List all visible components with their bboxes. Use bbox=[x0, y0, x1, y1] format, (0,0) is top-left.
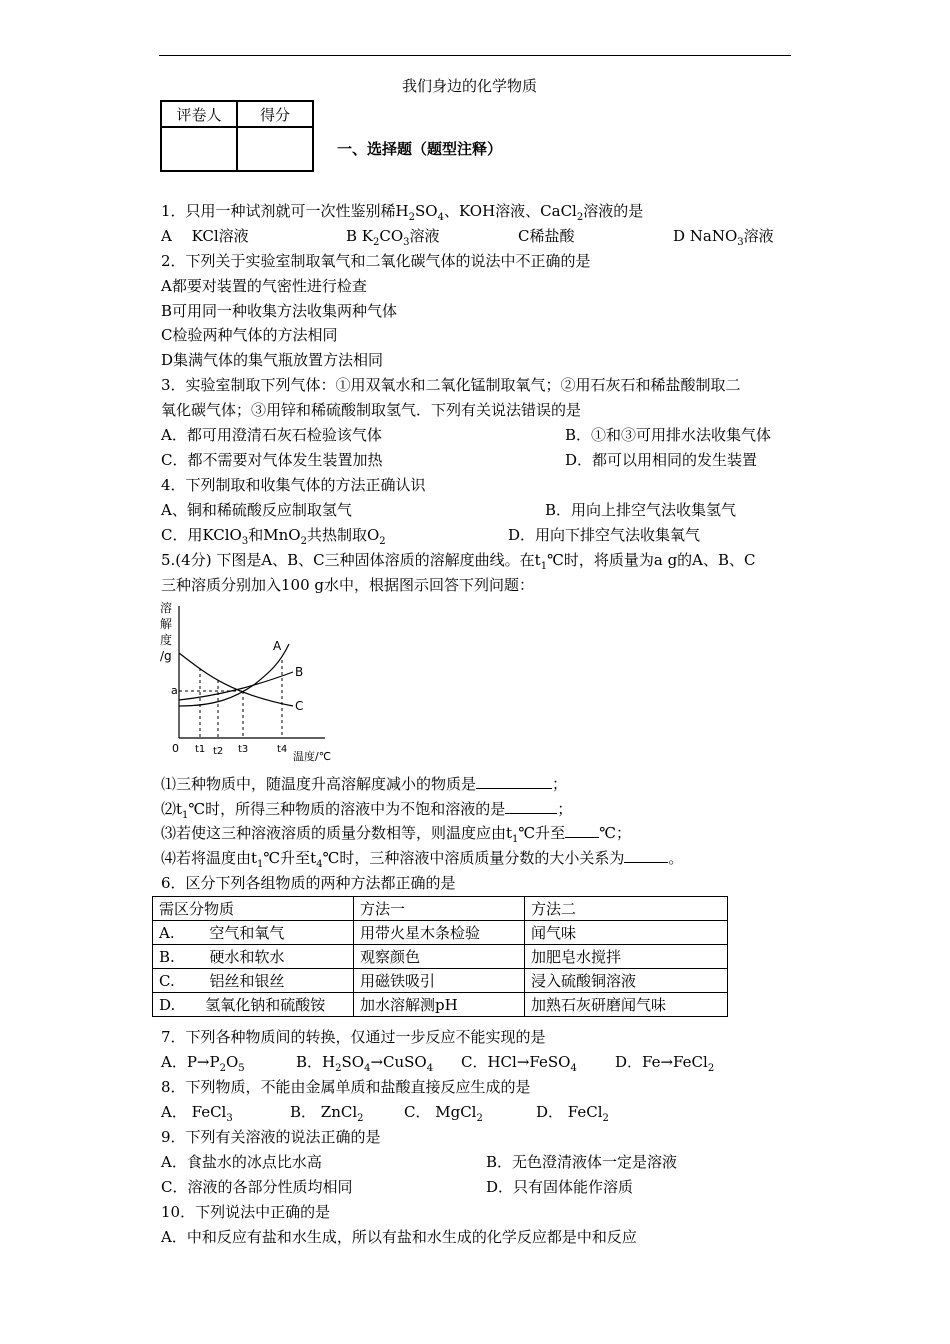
q8-option-c[interactable]: C． MgCl$_2$ bbox=[404, 1103, 483, 1124]
y-label-3: 度 bbox=[160, 633, 173, 647]
q5-sub2-blank[interactable] bbox=[505, 813, 557, 814]
table-header-row bbox=[153, 897, 728, 921]
table-cell: A. 空气和氧气 bbox=[153, 921, 354, 945]
curve-a bbox=[179, 644, 289, 706]
q4-option-b[interactable]: B．用向上排空气法收集氢气 bbox=[545, 501, 737, 519]
q8-option-a[interactable]: A． FeCl$_3$ bbox=[161, 1103, 233, 1124]
score-label: 得分 bbox=[237, 101, 313, 127]
q10-stem: 10．下列说法中正确的是 bbox=[161, 1203, 331, 1221]
table-cell: 用磁铁吸引 bbox=[354, 969, 525, 993]
tick-t2: t2 bbox=[213, 746, 224, 757]
q5-sub4: ⑷若将温度由$t_1℃$升至$t_4℃$时，三种溶液中溶质质量分数的大小关系为 。 bbox=[161, 849, 684, 870]
tick-t1: t1 bbox=[195, 744, 206, 755]
curve-a-label: A bbox=[273, 639, 282, 653]
q9-option-c[interactable]: C．溶液的各部分性质均相同 bbox=[161, 1178, 353, 1196]
q10-option-a[interactable]: A．中和反应有盐和水生成，所以有盐和水生成的化学反应都是中和反应 bbox=[161, 1228, 637, 1246]
q4-stem: 4．下列制取和收集气体的方法正确认识 bbox=[161, 476, 426, 494]
q3-option-c[interactable]: C．都不需要对气体发生装置加热 bbox=[161, 451, 383, 469]
q9-stem: 9．下列有关溶液的说法正确的是 bbox=[161, 1128, 381, 1146]
table-cell: D. 氢氧化钠和硫酸铵 bbox=[153, 993, 354, 1017]
table-cell: 浸入硫酸铜溶液 bbox=[525, 969, 728, 993]
table-header: 需区分物质 bbox=[153, 897, 354, 921]
q9-option-d[interactable]: D．只有固体能作溶质 bbox=[486, 1178, 634, 1196]
q1-stem: 1．只用一种试剂就可一次性鉴别稀$H_2SO_4$、KOH溶液、CaCl$_2$溶液的是 bbox=[161, 202, 644, 223]
q2-option-a[interactable]: A都要对装置的气密性进行检查 bbox=[161, 277, 367, 295]
table-row[interactable] bbox=[153, 921, 728, 945]
tick-t3: t3 bbox=[238, 744, 249, 755]
section-heading: 一、选择题（题型注释） bbox=[337, 140, 503, 158]
a-mark: a bbox=[171, 684, 178, 697]
table-cell: 用带火星木条检验 bbox=[354, 921, 525, 945]
q3-option-a[interactable]: A．都可用澄清石灰石检验该气体 bbox=[161, 426, 382, 444]
q5-stem-line2: 三种溶质分别加入100 g水中，根据图示回答下列问题： bbox=[161, 576, 535, 594]
q2-stem: 2．下列关于实验室制取氧气和二氧化碳气体的说法中不正确的是 bbox=[161, 252, 591, 270]
q3-stem-line2: 氧化碳气体；③用锌和稀硫酸制取氢气．下列有关说法错误的是 bbox=[161, 401, 582, 419]
y-label-2: 解 bbox=[160, 617, 173, 631]
score-box bbox=[160, 100, 314, 172]
table-cell: 闻气味 bbox=[525, 921, 728, 945]
q8-option-b[interactable]: B． ZnCl$_2$ bbox=[290, 1103, 364, 1124]
table-cell: 加肥皂水搅拌 bbox=[525, 945, 728, 969]
q1-option-d[interactable]: D NaNO$_3$溶液 bbox=[673, 227, 774, 248]
table-cell: B. 硬水和软水 bbox=[153, 945, 354, 969]
table-cell: 观察颜色 bbox=[354, 945, 525, 969]
q3-stem-line1: 3．实验室制取下列气体：①用双氧水和二氧化锰制取氧气；②用石灰石和稀盐酸制取二 bbox=[161, 376, 741, 394]
q5-sub3: ⑶若使这三种溶液溶质的质量分数相等，则温度应由$t_1℃$升至 ℃； bbox=[161, 824, 631, 845]
table-row[interactable] bbox=[153, 993, 728, 1017]
y-label-1: 溶 bbox=[160, 601, 173, 615]
reviewer-cell[interactable] bbox=[161, 127, 237, 171]
y-label-4: /g bbox=[160, 649, 172, 663]
top-rule bbox=[159, 55, 791, 56]
q1-option-b[interactable]: B $K_2CO_3$溶液 bbox=[346, 227, 440, 248]
q9-option-b[interactable]: B．无色澄清液体一定是溶液 bbox=[486, 1153, 678, 1171]
document-title: 我们身边的化学物质 bbox=[402, 77, 538, 95]
q7-stem: 7．下列各种物质间的转换，仅通过一步反应不能实现的是 bbox=[161, 1028, 546, 1046]
table-cell: 加熟石灰研磨闻气味 bbox=[525, 993, 728, 1017]
q5-sub2: $⑵t_1℃$时，所得三种物质的溶液中为不饱和溶液的是 ； bbox=[161, 800, 573, 821]
q9-option-a[interactable]: A．食盐水的冰点比水高 bbox=[161, 1153, 322, 1171]
table-cell: 加水溶解测pH bbox=[354, 993, 525, 1017]
table-header: 方法二 bbox=[525, 897, 728, 921]
table-header: 方法一 bbox=[354, 897, 525, 921]
curve-b-label: B bbox=[295, 665, 304, 679]
q4-option-a[interactable]: A、铜和稀硫酸反应制取氢气 bbox=[161, 501, 352, 519]
reviewer-label: 评卷人 bbox=[161, 101, 237, 127]
origin-label: 0 bbox=[172, 742, 179, 755]
x-axis-label: 温度/℃ bbox=[293, 750, 332, 763]
q8-option-d[interactable]: D． FeCl$_2$ bbox=[536, 1103, 609, 1124]
q5-sub1: ⑴三种物质中，随温度升高溶解度减小的物质是 ； bbox=[161, 775, 568, 793]
q5-sub3-blank[interactable] bbox=[565, 837, 599, 838]
q2-option-b[interactable]: B可用同一种收集方法收集两种气体 bbox=[161, 302, 398, 320]
q6-stem: 6．区分下列各组物质的两种方法都正确的是 bbox=[161, 874, 456, 892]
q1-option-c[interactable]: C稀盐酸 bbox=[518, 227, 575, 245]
q7-option-d[interactable]: D．Fe→FeCl$_2$ bbox=[615, 1053, 715, 1074]
q8-stem: 8．下列物质，不能由金属单质和盐酸直接反应生成的是 bbox=[161, 1078, 531, 1096]
table-cell: C. 铝丝和银丝 bbox=[153, 969, 354, 993]
tick-t4: t4 bbox=[277, 744, 288, 755]
q1-option-a[interactable]: A KCl溶液 bbox=[161, 227, 249, 245]
q5-sub1-blank[interactable] bbox=[476, 788, 552, 789]
curve-c-label: C bbox=[295, 699, 304, 713]
solubility-graph bbox=[155, 598, 355, 768]
q7-option-b[interactable]: B．$H_2SO_4\to CuSO_4$ bbox=[296, 1053, 434, 1074]
q2-option-d[interactable]: D集满气体的集气瓶放置方法相同 bbox=[161, 351, 384, 369]
q3-option-d[interactable]: D．都可以用相同的发生装置 bbox=[565, 451, 758, 469]
table-row[interactable] bbox=[153, 945, 728, 969]
q7-option-c[interactable]: C．HCl→FeSO$_4$ bbox=[461, 1053, 577, 1074]
q6-table bbox=[152, 896, 728, 1017]
q4-option-d[interactable]: D．用向下排空气法收集氧气 bbox=[508, 526, 701, 544]
table-row[interactable] bbox=[153, 969, 728, 993]
score-cell[interactable] bbox=[237, 127, 313, 171]
q5-stem-line1: 5.(4分) 下图是A、B、C三种固体溶质的溶解度曲线。在$t_1℃$时，将质量为a g的A、B、C bbox=[161, 551, 756, 572]
q4-option-c[interactable]: C．用KClO$_3$和MnO$_2$共热制取$O_2$ bbox=[161, 526, 386, 547]
q2-option-c[interactable]: C检验两种气体的方法相同 bbox=[161, 326, 338, 344]
q3-option-b[interactable]: B．①和③可用排水法收集气体 bbox=[565, 426, 772, 444]
q7-option-a[interactable]: A．$P\to P_2O_5$ bbox=[161, 1053, 245, 1074]
q5-sub4-blank[interactable] bbox=[624, 862, 668, 863]
